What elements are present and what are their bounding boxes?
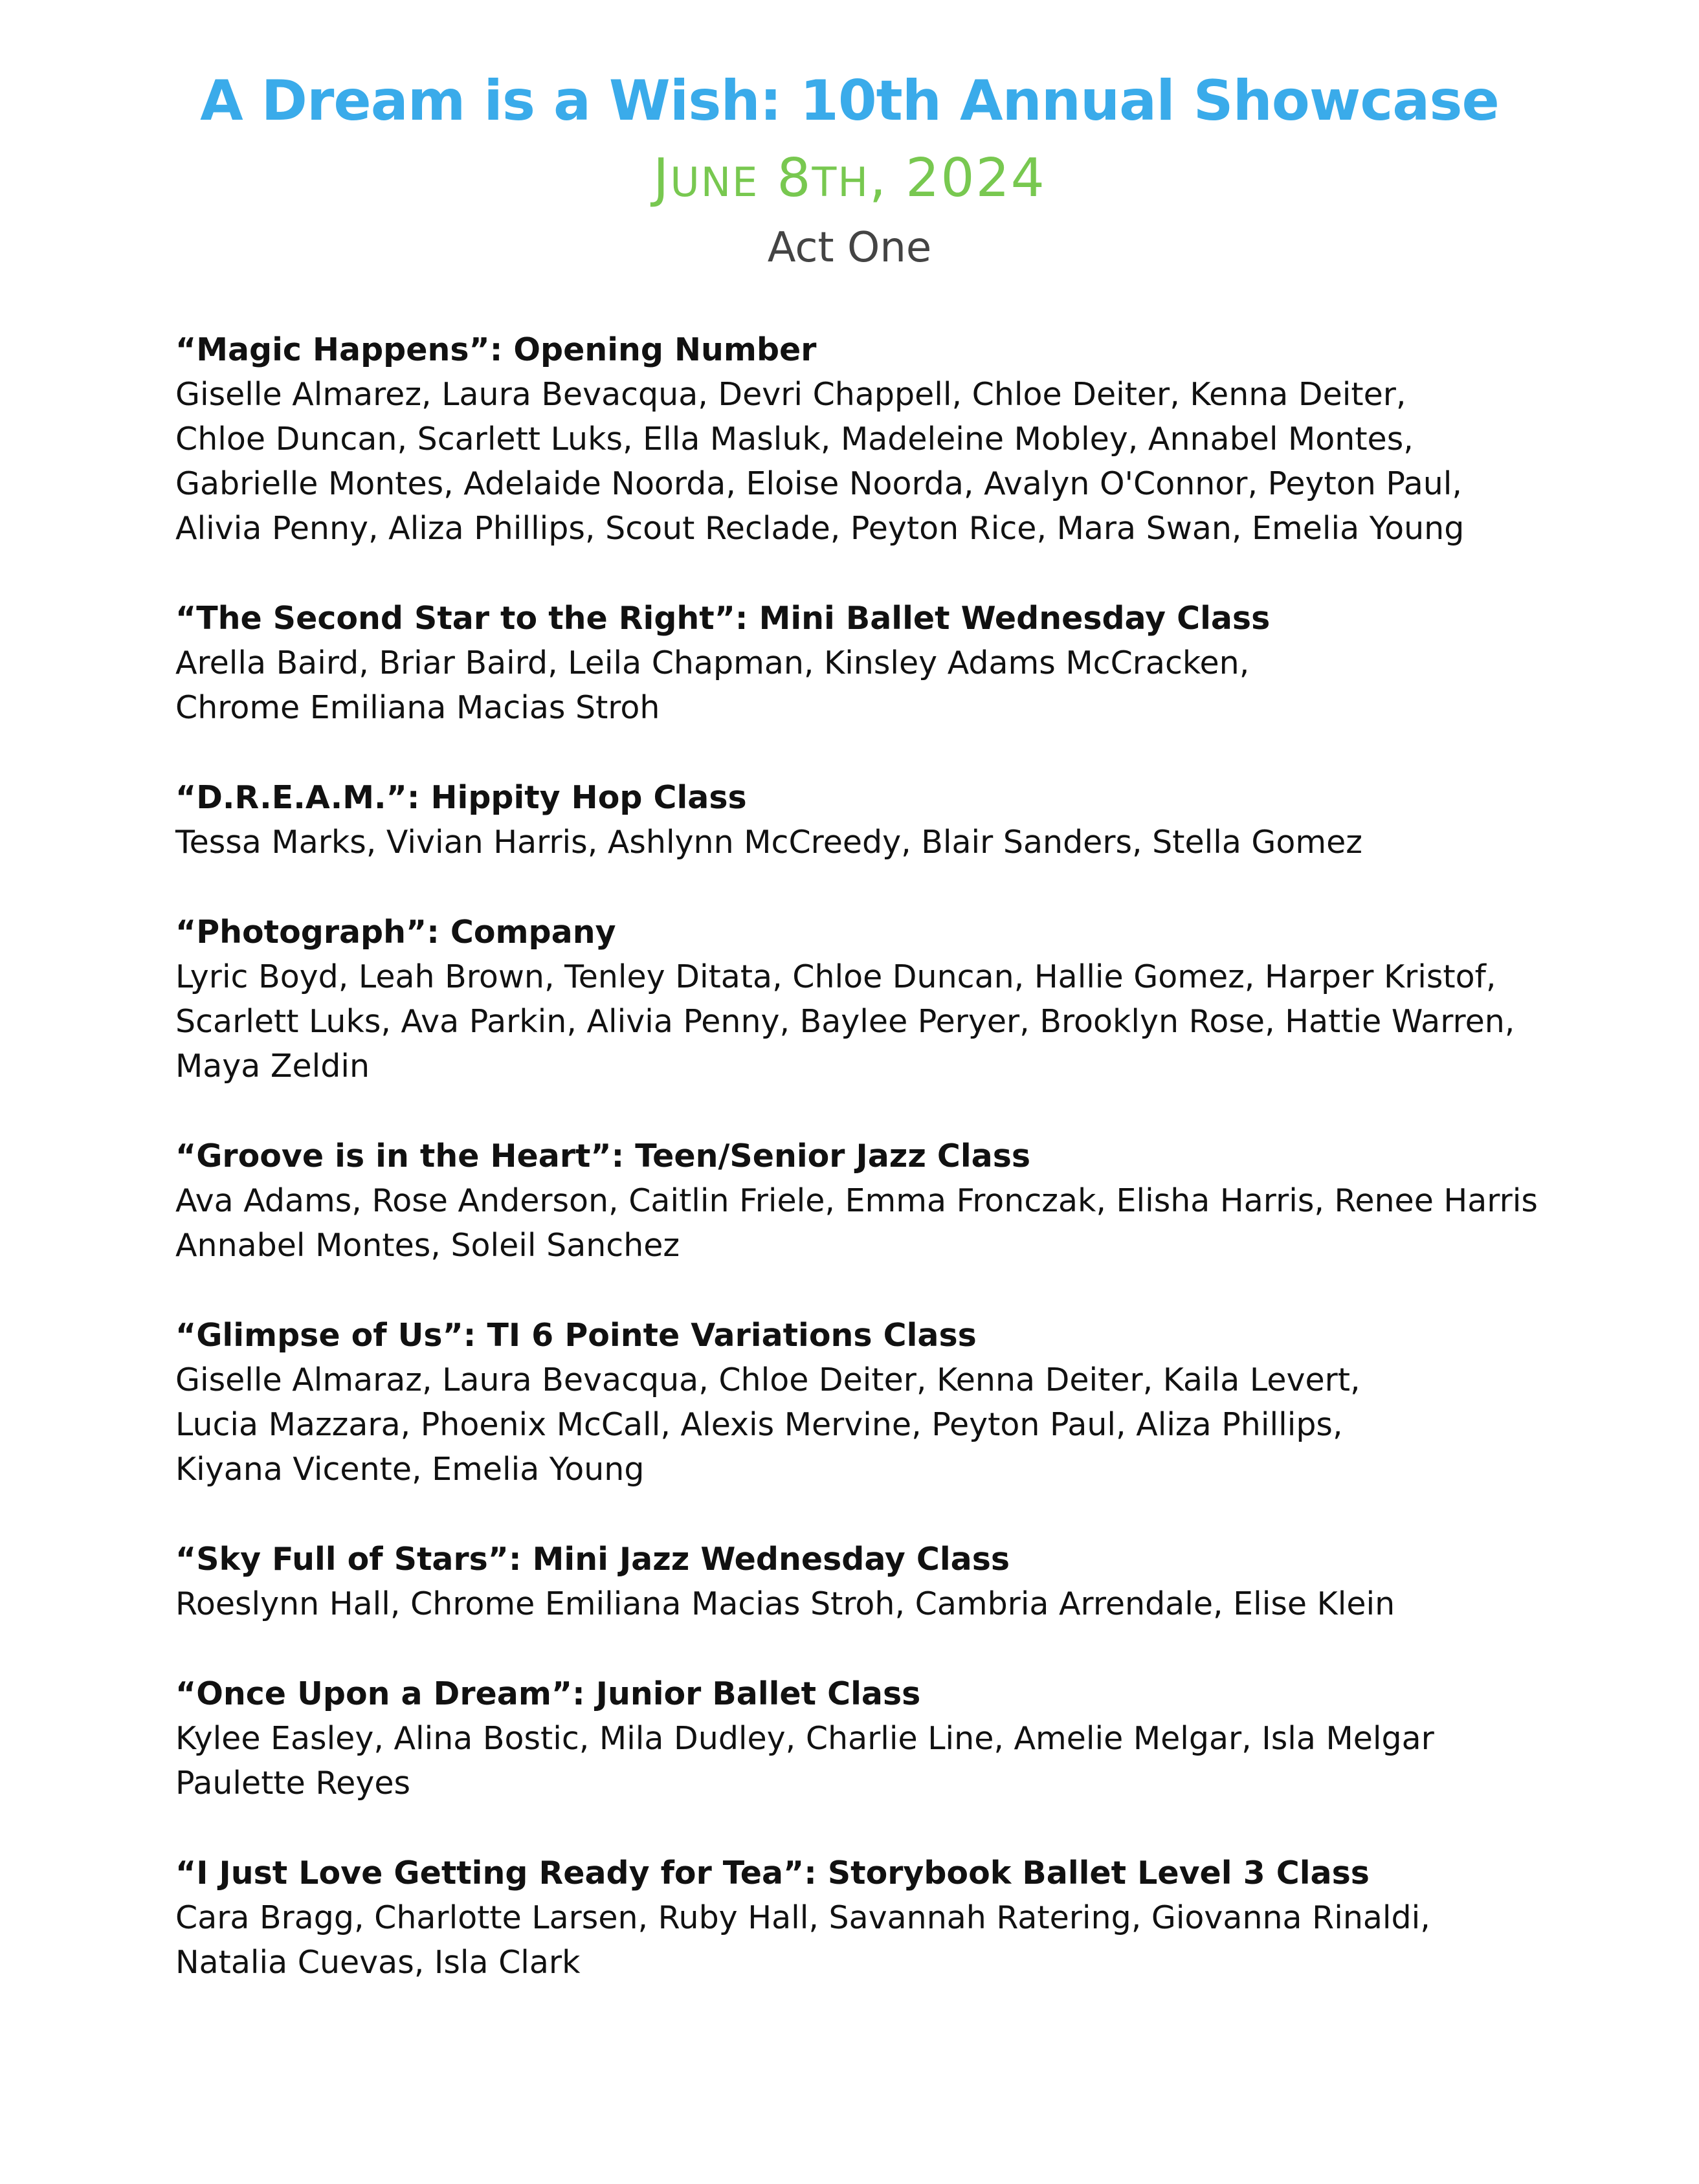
performer-line: Scarlett Luks, Ava Parkin, Alivia Penny, Baylee Peryer, Brooklyn Rose, Hattie Warren, bbox=[175, 1003, 1515, 1040]
event-date bbox=[0, 146, 1699, 215]
performer-line: Lyric Boyd, Leah Brown, Tenley Ditata, Chloe Duncan, Hallie Gomez, Harper Kristof, bbox=[175, 958, 1496, 995]
date-part: 8 bbox=[759, 148, 812, 209]
performer-line: Kiyana Vicente, Emelia Young bbox=[175, 1451, 645, 1488]
piece-title: “I Just Love Getting Ready for Tea”: Storybook Ballet Level 3 Class bbox=[175, 1855, 1370, 1892]
program-item bbox=[175, 596, 1567, 730]
performer-line: Chrome Emiliana Macias Stroh bbox=[175, 689, 660, 726]
program-item bbox=[175, 1537, 1567, 1626]
performer-line: Giselle Almaraz, Laura Bevacqua, Chloe Deiter, Kenna Deiter, Kaila Levert, bbox=[175, 1362, 1360, 1398]
piece-title: “The Second Star to the Right”: Mini Ballet Wednesday Class bbox=[175, 600, 1271, 637]
program-item bbox=[175, 910, 1567, 1088]
program-item bbox=[175, 1851, 1567, 1985]
performer-line: Maya Zeldin bbox=[175, 1048, 370, 1085]
page-title: A Dream is a Wish: 10th Annual Showcase bbox=[200, 69, 1499, 133]
performer-line: Arella Baird, Briar Baird, Leila Chapman, Kinsley Adams McCracken, bbox=[175, 645, 1250, 681]
piece-title: “Groove is in the Heart”: Teen/Senior Jazz Class bbox=[175, 1138, 1031, 1175]
date-part: UNE bbox=[670, 159, 759, 206]
program-item bbox=[175, 1671, 1567, 1805]
performer-line: Roeslynn Hall, Chrome Emiliana Macias Stroh, Cambria Arrendale, Elise Klein bbox=[175, 1585, 1395, 1622]
performer-line: Gabrielle Montes, Adelaide Noorda, Eloise Noorda, Avalyn O'Connor, Peyton Paul, bbox=[175, 465, 1462, 502]
performer-line: Lucia Mazzara, Phoenix McCall, Alexis Mervine, Peyton Paul, Aliza Phillips, bbox=[175, 1406, 1343, 1443]
date-part: TH bbox=[812, 159, 870, 206]
program-item bbox=[175, 327, 1567, 551]
program-item bbox=[175, 775, 1567, 865]
piece-title: “Glimpse of Us”: TI 6 Pointe Variations Class bbox=[175, 1317, 977, 1354]
piece-title: “D.R.E.A.M.”: Hippity Hop Class bbox=[175, 779, 747, 816]
date-part: , 2024 bbox=[869, 148, 1046, 209]
performer-line: Natalia Cuevas, Isla Clark bbox=[175, 1944, 581, 1981]
piece-title: “Once Upon a Dream”: Junior Ballet Class bbox=[175, 1675, 921, 1712]
program-item bbox=[175, 1134, 1567, 1268]
performer-line: Paulette Reyes bbox=[175, 1765, 411, 1802]
date-part: J bbox=[653, 148, 671, 209]
piece-title: “Sky Full of Stars”: Mini Jazz Wednesday Class bbox=[175, 1541, 1010, 1578]
piece-title: “Magic Happens”: Opening Number bbox=[175, 331, 817, 368]
performer-line: Annabel Montes, Soleil Sanchez bbox=[175, 1227, 680, 1264]
piece-title: “Photograph”: Company bbox=[175, 914, 616, 951]
performer-line: Ava Adams, Rose Anderson, Caitlin Friele, Emma Fronczak, Elisha Harris, Renee Harris bbox=[175, 1182, 1538, 1219]
performer-line: Giselle Almarez, Laura Bevacqua, Devri Chappell, Chloe Deiter, Kenna Deiter, bbox=[175, 376, 1406, 413]
program-item bbox=[175, 1313, 1567, 1492]
program-list bbox=[175, 327, 1567, 2030]
performer-line: Chloe Duncan, Scarlett Luks, Ella Masluk, Madeleine Mobley, Annabel Montes, bbox=[175, 421, 1414, 458]
program-header bbox=[0, 62, 1699, 277]
performer-line: Cara Bragg, Charlotte Larsen, Ruby Hall, Savannah Ratering, Giovanna Rinaldi, bbox=[175, 1899, 1430, 1936]
performer-line: Tessa Marks, Vivian Harris, Ashlynn McCreedy, Blair Sanders, Stella Gomez bbox=[175, 824, 1362, 861]
performer-line: Kylee Easley, Alina Bostic, Mila Dudley, Charlie Line, Amelie Melgar, Isla Melgar bbox=[175, 1720, 1434, 1757]
performer-line: Alivia Penny, Aliza Phillips, Scout Reclade, Peyton Rice, Mara Swan, Emelia Young bbox=[175, 510, 1465, 547]
act-heading: Act One bbox=[767, 224, 932, 272]
